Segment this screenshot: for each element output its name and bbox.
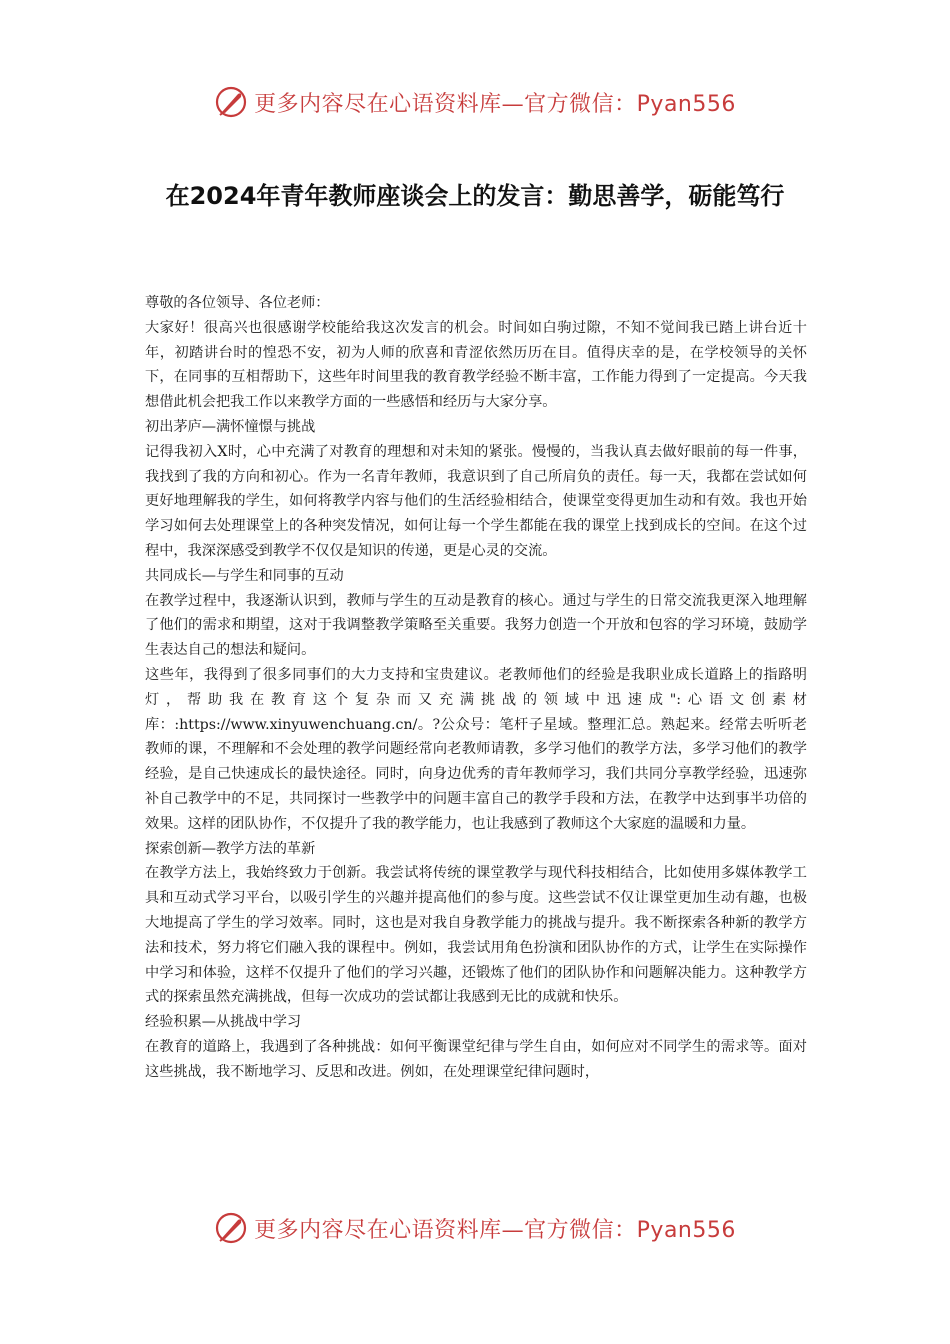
paragraph: 这些年，我得到了很多同事们的大力支持和宝贵建议。老教师他们的经验是我职业成长道路上的指路明灯，帮助我在教育这个复杂而又充满挑战的领域中迅速成":心语文创素材库：:https://www.xinyuwenchuang.cn/。?公众号：笔杆子星域。整理汇总。熟起来。经常去听听老教师的课，不理解和不会处理的教学问题经常向老教师请教，多学习他们的教学方法，多学习他们的教学经验，是自己快速成长的最快途径。同时，向身边优秀的青年教师学习，我们共同分享教学经验，迅速弥补自己教学中的不足，共同探讨一些教学中的问题丰富自己的教学手段和方法，在教学中达到事半功倍的效果。这样的团队协作，不仅提升了我的教学能力，也让我感到了教师这个大家庭的温暖和力量。: [145, 666, 807, 832]
paragraph: 在教育的道路上，我遇到了各种挑战：如何平衡课堂纪律与学生自由，如何应对不同学生的需求等。面对这些挑战，我不断地学习、反思和改进。例如，在处理课堂纪律问题时，: [145, 1038, 807, 1080]
quill-pen-icon: [214, 1211, 248, 1245]
section-heading: 共同成长—与学生和同事的互动: [145, 567, 344, 584]
document-body: [145, 291, 807, 1085]
banner-text: 更多内容尽在心语资料库—官方微信：Pyan556: [254, 91, 736, 117]
section-heading: 经验积累—从挑战中学习: [145, 1014, 302, 1031]
document-title: 在2024年青年教师座谈会上的发言：勤思善学，砺能笃行: [165, 182, 785, 210]
wechat-id: Pyan556: [636, 91, 736, 117]
section-heading: 初出茅庐—满怀憧憬与挑战: [145, 418, 316, 435]
section-heading: 探索创新—教学方法的革新: [145, 840, 316, 857]
wechat-id: Pyan556: [636, 1217, 736, 1243]
paragraph: 在教学过程中，我逐渐认识到，教师与学生的互动是教育的核心。通过与学生的日常交流我更深入地理解了他们的需求和期望，这对于我调整教学策略至关重要。我努力创造一个开放和包容的学习环境，鼓励学生表达自己的想法和疑问。: [145, 592, 807, 659]
banner-text: 更多内容尽在心语资料库—官方微信：Pyan556: [254, 1217, 736, 1243]
paragraph: 大家好！很高兴也很感谢学校能给我这次发言的机会。时间如白驹过隙，不知不觉间我已踏上讲台近十年，初踏讲台时的惶恐不安，初为人师的欣喜和青涩依然历历在目。值得庆幸的是，在学校领导的关怀下，在同事的互相帮助下，这些年时间里我的教育教学经验不断丰富，工作能力得到了一定提高。今天我想借此机会把我工作以来教学方面的一些感悟和经历与大家分享。: [145, 319, 807, 411]
quill-pen-icon: [214, 85, 248, 119]
paragraph: 记得我初入X时，心中充满了对教育的理想和对未知的紧张。慢慢的，当我认真去做好眼前的每一件事，我找到了我的方向和初心。作为一名青年教师，我意识到了自己所肩负的责任。每一天，我都在尝试如何更好地理解我的学生，如何将教学内容与他们的生活经验相结合，使课堂变得更加生动和有效。我也开始学习如何去处理课堂上的各种突发情况，如何让每一个学生都能在我的课堂上找到成长的空间。在这个过程中，我深深感受到教学不仅仅是知识的传递，更是心灵的交流。: [145, 443, 807, 559]
header-banner: [0, 82, 950, 122]
footer-banner: [0, 1208, 950, 1248]
paragraph: 在教学方法上，我始终致力于创新。我尝试将传统的课堂教学与现代科技相结合，比如使用多媒体教学工具和互动式学习平台，以吸引学生的兴趣并提高他们的参与度。这些尝试不仅让课堂更加生动有趣，也极大地提高了学生的学习效率。同时，这也是对我自身教学能力的挑战与提升。我不断探索各种新的教学方法和技术，努力将它们融入我的课程中。例如，我尝试用角色扮演和团队协作的方式，让学生在实际操作中学习和体验，这样不仅提升了他们的学习兴趣，还锻炼了他们的团队协作和问题解决能力。这种教学方式的探索虽然充满挑战，但每一次成功的尝试都让我感到无比的成就和快乐。: [145, 865, 807, 1006]
salutation: 尊敬的各位领导、各位老师：: [145, 295, 330, 311]
